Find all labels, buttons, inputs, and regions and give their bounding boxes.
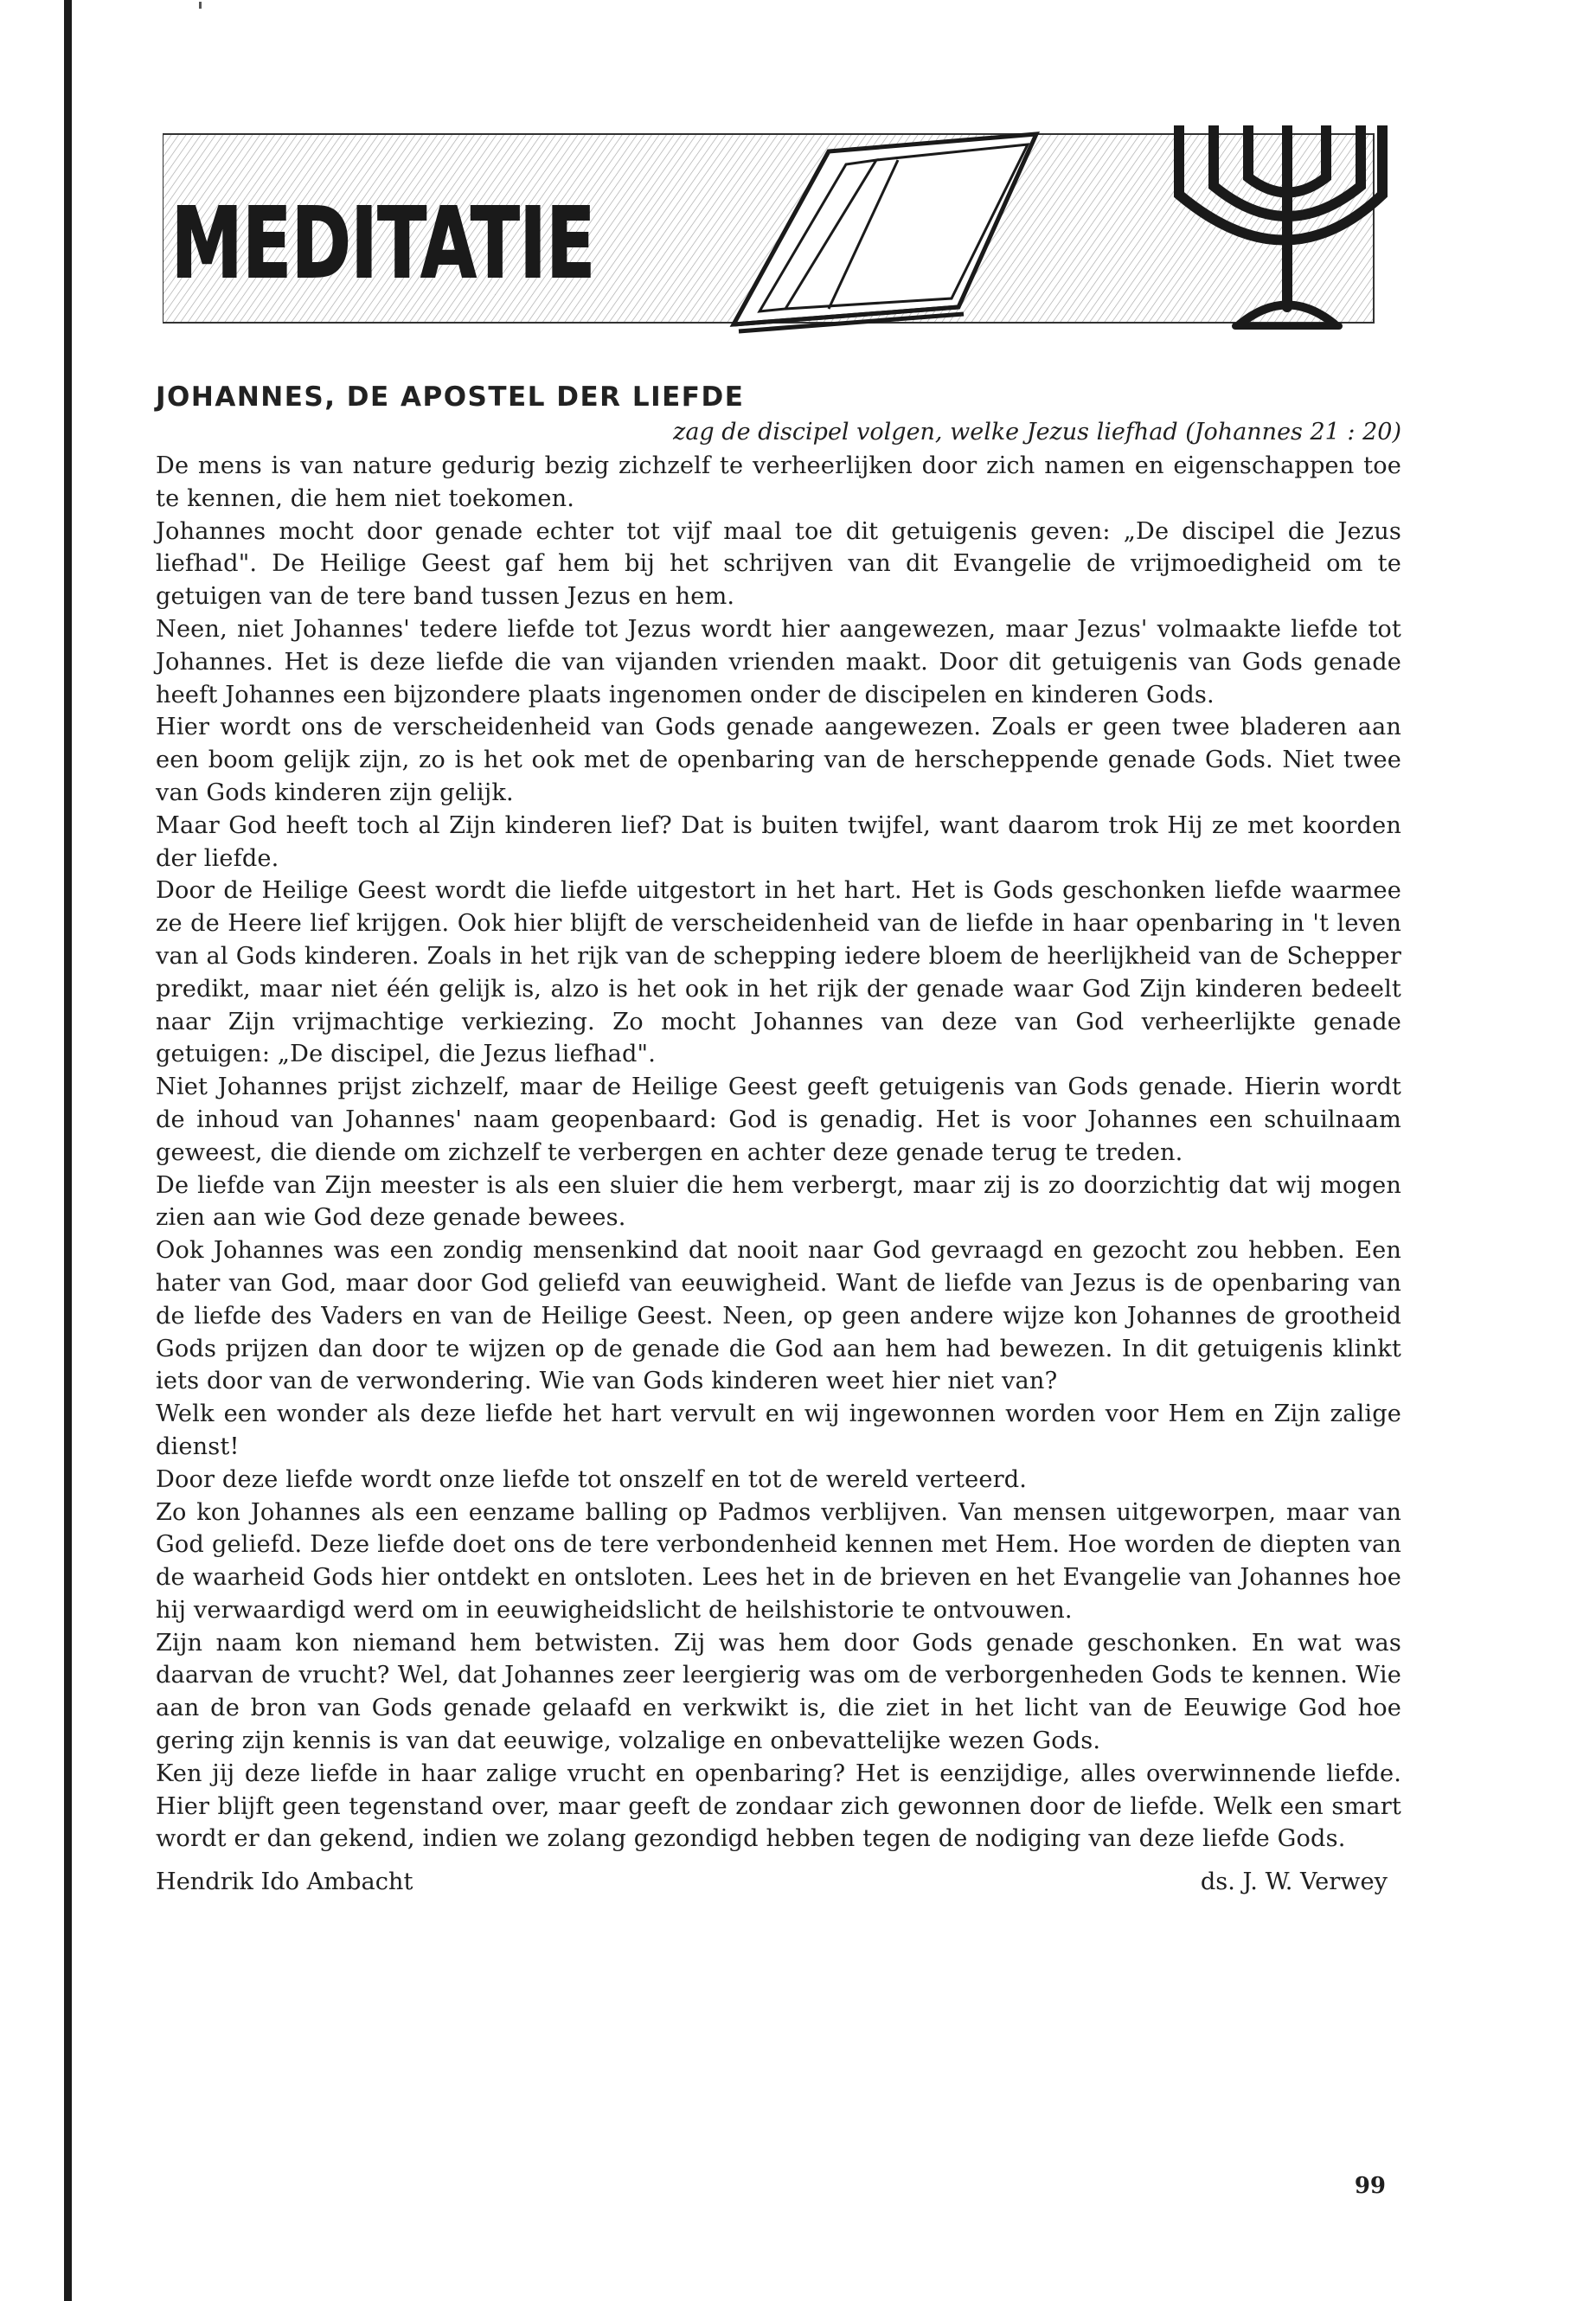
page-number: 99 [1354,2173,1386,2199]
paragraph: Ken jij deze liefde in haar zalige vrucht en openbaring? Het is eenzijdige, alles overwinnende liefde. Hier blijft geen tegenstand over, maar geeft de zondaar zich gewonnen door de liefde. Welk een smart wordt er dan gekend, indien we zolang gezondigd hebben tegen de nodiging van deze liefde Gods. [156,1759,1401,1853]
article [156,379,1401,1899]
signature-line [156,1866,1388,1899]
place-name: Hendrik Ido Ambacht [156,1868,413,1896]
paragraph: Zijn naam kon niemand hem betwisten. Zij was hem door Gods genade geschonken. En wat was daarvan de vrucht? Wel, dat Johannes zeer leergierig was om de verborgenheden Gods te kennen. Wie aan de bron van Gods genade gelaafd en verkwikt is, die ziet in het licht van de Eeuwige God hoe gering zijn kennis is van dat eeuwige, volzalige en onbevattelijke wezen Gods. [156,1629,1401,1755]
paragraph: Welk een wonder als deze liefde het hart vervult en wij ingewonnen worden voor Hem en Zijn zalige dienst! [156,1400,1401,1460]
stray-mark [199,2,202,9]
paragraph: Johannes mocht door genade echter tot vijf maal toe dit getuigenis geven: „De discipel die Jezus liefhad". De Heilige Geest gaf hem bij het schrijven van dit Evangelie de vrijmoedigheid om te getuigen van de tere band tussen Jezus en hem. [156,517,1401,611]
paragraph: Door deze liefde wordt onze liefde tot onszelf en tot de wereld verteerd. [156,1465,1028,1493]
scripture-epigraph: zag de discipel volgen, welke Jezus liefhad (Johannes 21 : 20) [673,419,1401,445]
paragraph: Door de Heilige Geest wordt die liefde uitgestort in het hart. Het is Gods geschonken liefde waarmee ze de Heere lief krijgen. Ook hier blijft de verscheidenheid van de liefde in haar openbaring in 't leven van al Gods kinderen. Zoals in het rijk van de schepping iedere bloem de heerlijkheid van de Schepper predikt, maar niet één gelijk is, alzo is het ook in het rijk der genade waar God Zijn kinderen bedeelt naar Zijn vrijmachtige verkiezing. Zo mocht Johannes van deze van God verheerlijkte genade getuigen: „De discipel, die Jezus liefhad". [156,877,1401,1068]
banner-title: MEDITATIE [171,188,595,300]
paragraph: Hier wordt ons de verscheidenheid van Gods genade aangewezen. Zoals er geen twee bladeren aan een boom gelijk zijn, zo is het ook met de openbaring van de herscheppende genade Gods. Niet twee van Gods kinderen zijn gelijk. [156,714,1401,806]
paragraph: Ook Johannes was een zondig mensenkind dat nooit naar God gevraagd en gezocht zou hebben. Een hater van God, maar door God geliefd van eeuwigheid. Want de liefde van Jezus is de openbaring van de liefde des Vaders en van de Heilige Geest. Neen, op geen andere wijze kon Johannes de grootheid Gods prijzen dan door te wijzen op de genade die God aan hem had bewezen. In dit getuigenis klinkt iets door van de verwondering. Wie van Gods kinderen weet hier niet van? [156,1237,1401,1395]
paragraph: De liefde van Zijn meester is als een sluier die hem verbergt, maar zij is zo doorzichtig dat wij mogen zien aan wie God deze genade bewees. [156,1171,1401,1232]
paragraph: Niet Johannes prijst zichzelf, maar de Heilige Geest geeft getuigenis van Gods genade. Hierin wordt de inhoud van Johannes' naam geopenbaard: God is genadig. Het is voor Johannes een schuilnaam geweest, die diende om zichzelf te verbergen en achter deze genade terug te treden. [156,1074,1401,1166]
meditatie-banner [163,125,1391,350]
paragraph: Maar God heeft toch al Zijn kinderen lief? Dat is buiten twijfel, want daarom trok Hij ze met koorden der liefde. [156,811,1401,872]
article-title: JOHANNES, DE APOSTEL DER LIEFDE [156,381,745,413]
author-name: ds. J. W. Verwey [1200,1868,1388,1896]
page-binding-edge [64,0,72,2301]
paragraph: Neen, niet Johannes' tedere liefde tot Jezus wordt hier aangewezen, maar Jezus' volmaakte liefde tot Johannes. Het is deze liefde die van vijanden vrienden maakt. Door dit getuigenis van Gods genade heeft Johannes een bijzondere plaats ingenomen onder de discipelen en kinderen Gods. [156,615,1401,708]
paragraph: Zo kon Johannes als een eenzame balling op Padmos verblijven. Van mensen uitgeworpen, maar van God geliefd. Deze liefde doet ons de tere verbondenheid kennen met Hem. Hoe worden de diepten van de waarheid Gods hier ontdekt en ontsloten. Lees het in de brieven en het Evangelie van Johannes hoe hij verwaardigd werd om in eeuwigheidslicht de heilshistorie te ontvouwen. [156,1498,1401,1624]
paragraph: De mens is van nature gedurig bezig zichzelf te verheerlijken door zich namen en eigenschappen toe te kennen, die hem niet toekomen. [156,452,1401,512]
